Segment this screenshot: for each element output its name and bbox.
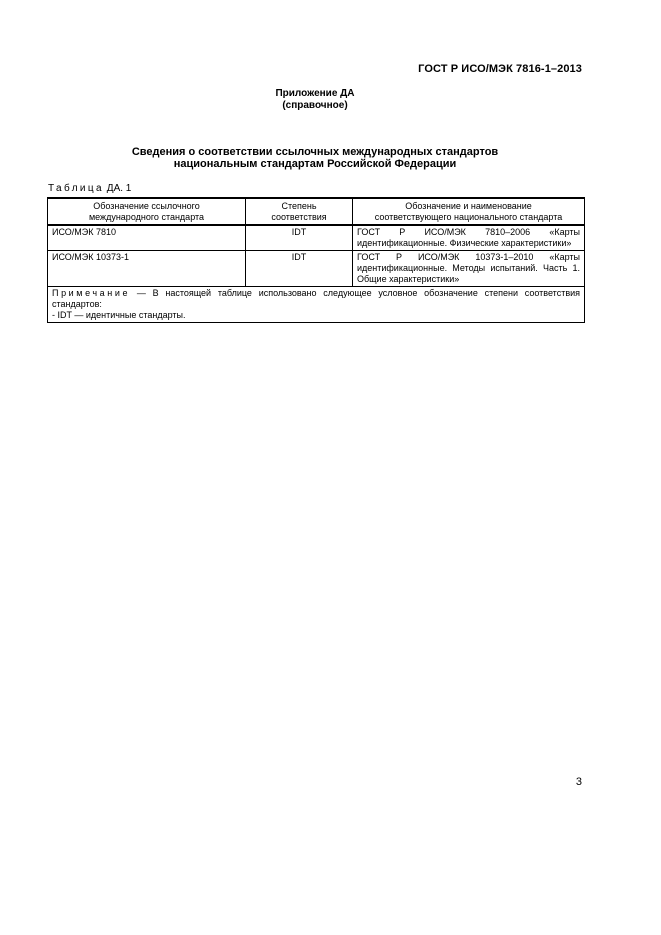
table-note (48, 287, 585, 323)
header-degree (246, 198, 353, 225)
section-title (0, 146, 630, 170)
document-code: ГОСТ Р ИСО/МЭК 7816-1–2013 (418, 63, 582, 75)
table-caption (48, 183, 131, 194)
section-title-line-1: Сведения о соответствии ссылочных международных стандартов (131, 146, 499, 158)
header-national-line-1: Обозначение и наименование (405, 201, 532, 211)
note-item: - IDT — идентичные стандарты. (52, 310, 186, 320)
header-intl-standard (48, 198, 246, 225)
header-degree-line-2: соответствия (271, 212, 327, 222)
note-label: Примечание (52, 288, 131, 298)
table-caption-prefix: Таблица (48, 183, 105, 194)
section-title-line-2: национальным стандартам Российской Федерации (173, 158, 457, 170)
header-national-line-2: соответствующего национального стандарта (374, 212, 563, 222)
header-intl-line-1: Обозначение ссылочного (93, 201, 200, 211)
annex-subtitle: (справочное) (282, 100, 348, 111)
table-header-row (48, 198, 585, 225)
table-note-row (48, 287, 585, 323)
header-intl-line-2: международного стандарта (88, 212, 205, 222)
correspondence-table (47, 197, 585, 323)
national-standard-cell: ГОСТ Р ИСО/МЭК 10373-1–2010 «Карты идентификационные. Методы испытаний. Часть 1. Общие характеристики» (353, 251, 585, 287)
intl-standard-cell: ИСО/МЭК 7810 (48, 225, 246, 251)
page-number: 3 (575, 776, 582, 788)
intl-standard-cell: ИСО/МЭК 10373-1 (48, 251, 246, 287)
annex-title: Приложение ДА (275, 88, 355, 99)
table-row (48, 251, 585, 287)
header-national-standard (353, 198, 585, 225)
degree-cell: IDT (246, 251, 353, 287)
annex-heading (0, 88, 630, 112)
table-caption-number: ДА. 1 (106, 183, 132, 194)
table-row (48, 225, 585, 251)
note-text: — В настоящей таблице использовано следующее условное обозначение степени соответствия стандартов: (52, 288, 580, 309)
national-standard-cell: ГОСТ Р ИСО/МЭК 7810–2006 «Карты идентификационные. Физические характеристики» (353, 225, 585, 251)
header-degree-line-1: Степень (281, 201, 317, 211)
degree-cell: IDT (246, 225, 353, 251)
